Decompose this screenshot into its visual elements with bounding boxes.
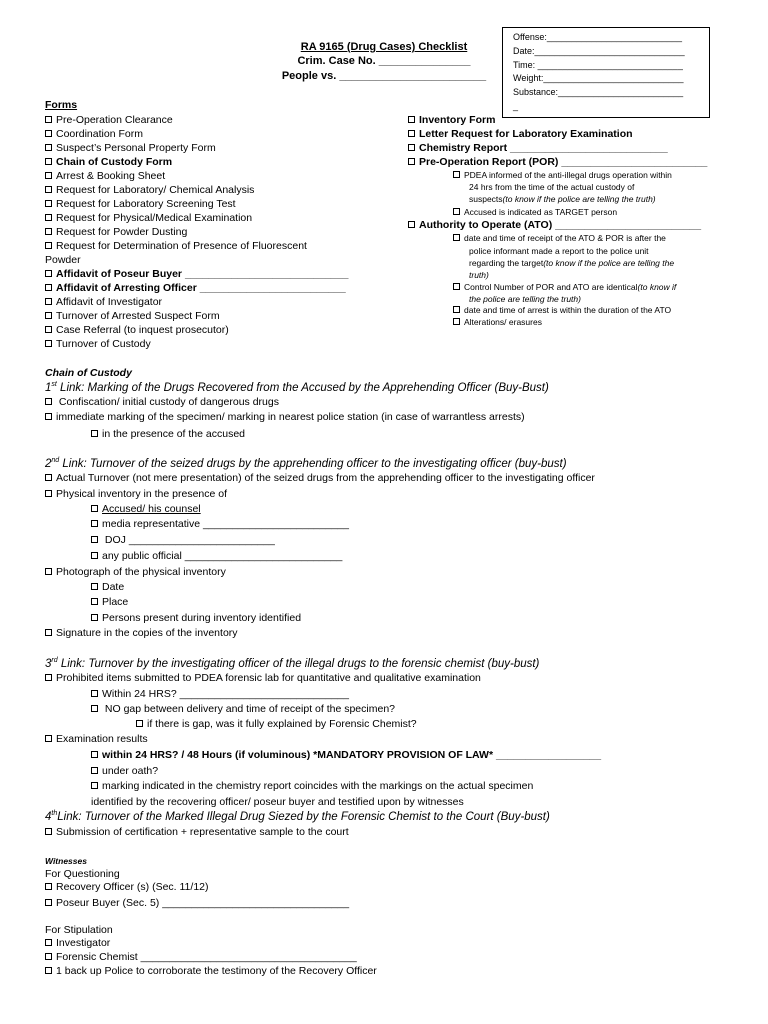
form-item[interactable]: Turnover of Custody [45, 338, 151, 350]
form-item[interactable]: Suspect’s Personal Property Form [45, 142, 216, 154]
forms-heading: Forms [45, 99, 78, 111]
form-item-por[interactable]: Pre-Operation Report (POR) _________________________ [408, 156, 707, 168]
checklist-item[interactable]: Prohibited items submitted to PDEA forensic lab for quantitative and qualitative examination [45, 672, 481, 684]
checkbox[interactable] [45, 228, 52, 235]
form-item[interactable]: Arrest & Booking Sheet [45, 170, 165, 182]
witness-item[interactable]: 1 back up Police to corroborate the testimony of the Recovery Officer [45, 965, 377, 977]
people-vs[interactable]: People vs. ________________________ [281, 70, 487, 82]
checkbox[interactable] [45, 413, 52, 420]
checkbox[interactable] [453, 318, 460, 325]
checklist-item[interactable]: within 24 HRS? / 48 Hours (if voluminous) *MANDATORY PROVISION OF LAW* __________________ [91, 749, 601, 761]
checkbox[interactable] [91, 782, 98, 789]
checkbox[interactable] [91, 690, 98, 697]
checklist-item[interactable]: media representative _________________________ [91, 518, 349, 530]
ato-sub-item-cont: regarding the target(to know if the police are telling the [469, 258, 675, 268]
checklist-item[interactable]: Signature in the copies of the inventory [45, 627, 238, 639]
witnesses-heading: Witnesses [45, 856, 87, 866]
checkbox[interactable] [45, 242, 52, 249]
checkbox[interactable] [408, 130, 415, 137]
witness-item[interactable]: Forensic Chemist _____________________________________ [45, 951, 357, 963]
checkbox[interactable] [45, 326, 52, 333]
date-field[interactable]: Date:______________________________ [513, 46, 685, 56]
checkbox[interactable] [408, 144, 415, 151]
checkbox[interactable] [45, 284, 52, 291]
stipulation-heading: For Stipulation [45, 924, 113, 936]
checklist-item[interactable]: marking indicated in the chemistry report coincides with the markings on the actual specimen [91, 780, 533, 792]
checklist-item[interactable]: Persons present during inventory identified [91, 612, 301, 624]
form-item-ato[interactable]: Authority to Operate (ATO) _________________________ [408, 219, 701, 231]
form-item[interactable]: Request for Laboratory/ Chemical Analysis [45, 184, 254, 196]
checklist-item[interactable]: Date [91, 581, 124, 593]
checkbox[interactable] [45, 200, 52, 207]
form-item[interactable]: Request for Determination of Presence of Fluorescent [45, 240, 307, 252]
form-item[interactable]: Affidavit of Investigator [45, 296, 162, 308]
ato-sub-item-cont: the police are telling the truth) [469, 294, 581, 304]
weight-field[interactable]: Weight:____________________________ [513, 73, 684, 83]
checklist-item[interactable]: Examination results [45, 733, 148, 745]
checklist-item[interactable]: under oath? [91, 765, 158, 777]
checklist-item[interactable]: Physical inventory in the presence of [45, 488, 227, 500]
checkbox[interactable] [45, 490, 52, 497]
checklist-item[interactable]: any public official ___________________________ [91, 550, 342, 562]
ato-sub-item[interactable]: date and time of arrest is within the duration of the ATO [453, 305, 671, 315]
por-sub-item-cont: suspects(to know if the police are telling the truth) [469, 194, 656, 204]
form-item[interactable]: Pre-Operation Clearance [45, 114, 173, 126]
checkbox[interactable] [45, 883, 52, 890]
checkbox[interactable] [453, 234, 460, 241]
checkbox[interactable] [45, 474, 52, 481]
checkbox[interactable] [45, 967, 52, 974]
witness-item[interactable]: Recovery Officer (s) (Sec. 11/12) [45, 881, 209, 893]
checkbox[interactable] [408, 116, 415, 123]
offense-field[interactable]: Offense:___________________________ [513, 32, 683, 42]
form-item-continued: Powder [45, 254, 81, 266]
form-item[interactable]: Coordination Form [45, 128, 143, 140]
form-item[interactable]: Affidavit of Arresting Officer _________________________ [45, 282, 346, 294]
checkbox[interactable] [45, 270, 52, 277]
checkbox[interactable] [45, 116, 52, 123]
checklist-item[interactable]: NO gap between delivery and time of receipt of the specimen? [91, 703, 395, 715]
form-item-inventory[interactable]: Inventory Form [408, 114, 495, 126]
por-sub-item-cont: 24 hrs from the time of the actual custody of [469, 182, 635, 192]
form-item[interactable]: Case Referral (to inquest prosecutor) [45, 324, 229, 336]
checklist-item-cont: identified by the recovering officer/ poseur buyer and testified upon by witnesses [91, 796, 464, 808]
checkbox[interactable] [45, 144, 52, 151]
form-item[interactable]: Request for Laboratory Screening Test [45, 198, 236, 210]
por-sub-item[interactable]: Accused is indicated as TARGET person [453, 207, 617, 217]
checkbox[interactable] [136, 720, 143, 727]
checklist-item[interactable]: if there is gap, was it fully explained by Forensic Chemist? [136, 718, 417, 730]
time-field[interactable]: Time: _____________________________ [513, 60, 683, 70]
ato-sub-item[interactable]: Control Number of POR and ATO are identical(to know if [453, 282, 676, 292]
link4-heading: 4thLink: Turnover of the Marked Illegal Drug Siezed by the Forensic Chemist to the Court (Buy-bust) [45, 810, 550, 823]
case-number[interactable]: Crim. Case No. _______________ [297, 55, 471, 67]
checklist-item[interactable]: DOJ _________________________ [91, 534, 275, 546]
witness-item[interactable]: Investigator [45, 937, 110, 949]
checkbox[interactable] [91, 552, 98, 559]
checkbox[interactable] [91, 751, 98, 758]
checkbox[interactable] [91, 598, 98, 605]
checkbox[interactable] [453, 283, 460, 290]
link1-heading: 1st Link: Marking of the Drugs Recovered from the Accused by the Apprehending Officer (Buy-Bust) [45, 381, 549, 394]
checkbox[interactable] [91, 614, 98, 621]
ato-sub-item[interactable]: date and time of receipt of the ATO & POR is after the [453, 233, 666, 243]
checkbox[interactable] [45, 158, 52, 165]
checklist-item[interactable]: Within 24 HRS? _____________________________ [91, 688, 349, 700]
checkbox[interactable] [91, 430, 98, 437]
page-title: RA 9165 (Drug Cases) Checklist [300, 41, 468, 53]
checkbox[interactable] [45, 939, 52, 946]
checkbox[interactable] [45, 298, 52, 305]
form-item[interactable]: Chain of Custody Form [45, 156, 172, 168]
checklist-item[interactable]: Place [91, 596, 128, 608]
checkbox[interactable] [45, 629, 52, 636]
checkbox[interactable] [453, 208, 460, 215]
checkbox[interactable] [91, 705, 98, 712]
checkbox[interactable] [91, 505, 98, 512]
checklist-item[interactable]: Actual Turnover (not mere presentation) of the seized drugs from the apprehending officer to the investigating officer [45, 472, 595, 484]
form-item[interactable]: Request for Powder Dusting [45, 226, 187, 238]
checkbox[interactable] [91, 583, 98, 590]
checklist-item[interactable]: Submission of certification + representative sample to the court [45, 826, 349, 838]
questioning-heading: For Questioning [45, 868, 120, 880]
checklist-item[interactable]: Photograph of the physical inventory [45, 566, 226, 578]
form-item-letter[interactable]: Letter Request for Laboratory Examination [408, 128, 633, 140]
ato-sub-item[interactable]: Alterations/ erasures [453, 317, 542, 327]
checkbox[interactable] [91, 536, 98, 543]
checkbox[interactable] [45, 828, 52, 835]
link3-heading: 3rd Link: Turnover by the investigating officer of the illegal drugs to the forensic chemist (buy-bust) [45, 657, 540, 670]
checkbox[interactable] [453, 306, 460, 313]
checkbox[interactable] [45, 186, 52, 193]
checkbox[interactable] [45, 340, 52, 347]
form-item-chemistry[interactable]: Chemistry Report ___________________________ [408, 142, 668, 154]
checkbox[interactable] [45, 172, 52, 179]
checkbox[interactable] [45, 214, 52, 221]
ato-sub-item-cont: police informant made a report to the police unit [469, 246, 649, 256]
checkbox[interactable] [408, 158, 415, 165]
checkbox[interactable] [45, 568, 52, 575]
checkbox[interactable] [45, 674, 52, 681]
checkbox[interactable] [453, 171, 460, 178]
checklist-item[interactable]: Accused/ his counsel [91, 503, 201, 515]
checkbox[interactable] [91, 767, 98, 774]
checkbox[interactable] [408, 221, 415, 228]
chain-heading: Chain of Custody [45, 367, 132, 379]
substance-field[interactable]: Substance:_________________________ [513, 87, 684, 97]
extra-field[interactable]: _ [513, 101, 519, 111]
checkbox[interactable] [45, 312, 52, 319]
checkbox[interactable] [91, 520, 98, 527]
form-item[interactable]: Request for Physical/Medical Examination [45, 212, 252, 224]
form-item[interactable]: Affidavit of Poseur Buyer ____________________________ [45, 268, 348, 280]
checklist-item[interactable]: Confiscation/ initial custody of dangerous drugs [45, 396, 279, 408]
link2-heading: 2nd Link: Turnover of the seized drugs by the apprehending officer to the investigating officer (buy-bust) [45, 457, 567, 470]
por-sub-item[interactable]: PDEA informed of the anti-illegal drugs operation within [453, 170, 672, 180]
checklist-item[interactable]: in the presence of the accused [91, 428, 245, 440]
checkbox[interactable] [45, 953, 52, 960]
ato-sub-item-cont: truth) [469, 270, 489, 280]
checklist-item[interactable]: immediate marking of the specimen/ marking in nearest police station (in case of warrantless arrests) [45, 411, 525, 423]
witness-item[interactable]: Poseur Buyer (Sec. 5) ________________________________ [45, 897, 349, 909]
checkbox[interactable] [45, 130, 52, 137]
checkbox[interactable] [45, 398, 52, 405]
checkbox[interactable] [45, 899, 52, 906]
checkbox[interactable] [45, 735, 52, 742]
form-item[interactable]: Turnover of Arrested Suspect Form [45, 310, 220, 322]
